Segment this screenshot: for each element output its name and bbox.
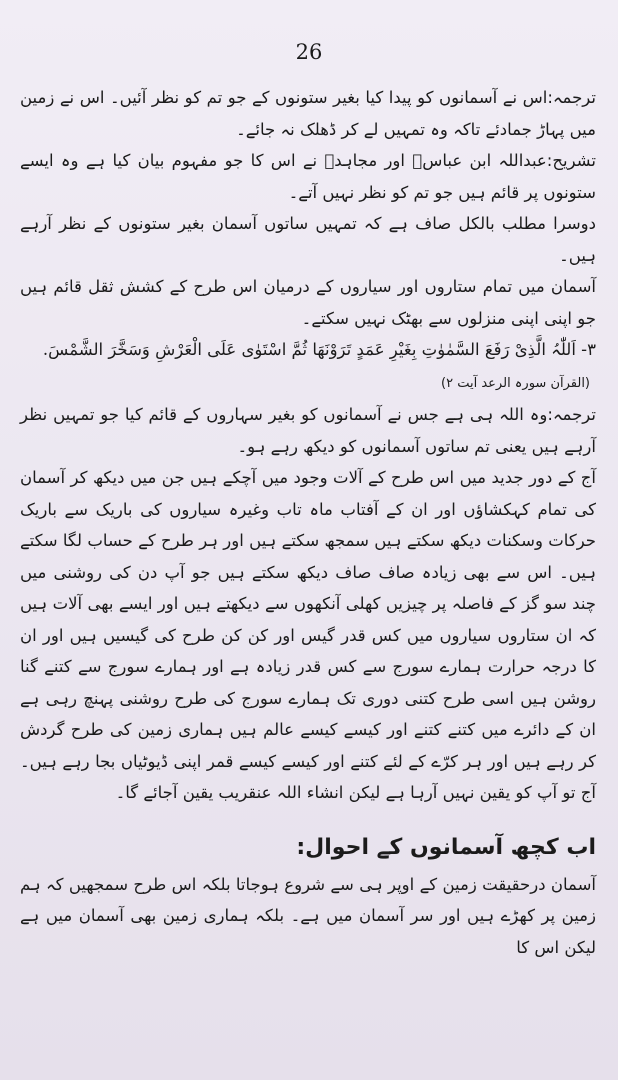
verse-number: ۳-	[581, 340, 596, 359]
section-heading: اب کچھ آسمانوں کے احوال:	[296, 834, 596, 860]
paragraph-aasmaan: آسمان درحقیقت زمین کے اوپر ہی سے شروع ہوجاتا بلکہ اس طرح سمجھیں کہ ہم زمین پر کھڑے ہیں اور سر آسمان میں ہے۔ بلکہ ہماری زمین بھی آسمان میں ہے لیکن اس کا	[20, 874, 596, 957]
paragraph-kashish: آسمان میں تمام ستاروں اور سیاروں کے درمیان اس طرح کے کشش ثقل قائم ہیں جو اپنی اپنی منزلوں سے بھٹک نہیں سکتے۔	[20, 277, 596, 328]
paragraph-daur-jadeed: آج کے دور جدید میں اس طرح کے آلات وجود میں آچکے ہیں جن میں دیکھ کر آسمان کی تمام کہکشاؤں اور ان کے آفتاب ماہ تاب وغیرہ سیاروں کی باریک سے باریک حرکات وسکنات دیکھ سکتے ہیں سمجھ سکتے ہیں اور ہر طرح کے حساب لگا سکتے ہیں۔ اس سے بھی زیادہ صاف صاف دیکھ سکتے ہیں جو آپ دن کی روشنی میں چند سو گز کے فاصلہ پر چیزیں کھلی آنکھوں سے دیکھتے ہیں اور ایسے بھی آلات ہیں کہ ان ستاروں سیاروں میں کس قدر گیس اور کن کن طرح کی گیسیں ہیں اور ان کا درجہ حرارت ہمارے سورج سے کس قدر زیادہ ہے اور ہمارے سورج سے کتنے گنا روشن ہیں اسی طرح کتنی دوری تک ہمارے سورج کی طرح روشنی پہنچ رہی ہے ان کے دائرے میں کتنے کتنے اور کیسے کیسے عالم ہیں ہماری زمین کی طرح گردش کر رہے ہیں اور ہر کرّے کے لئے کتنے اور کیسے کیسے قمر اپنی ڈیوٹیاں بجا رہے ہیں۔ آج تو آپ کو یقین نہیں آرہا ہے لیکن انشاء اللہ عنقریب یقین آجائے گا۔	[20, 468, 596, 802]
page-body	[20, 82, 596, 963]
verse-reference: (القرآن سورہ الرعد آیت ۲)	[441, 375, 590, 391]
page-number: 26	[295, 40, 323, 64]
paragraph-doosra-matlab: دوسرا مطلب بالکل صاف ہے کہ تمہیں ساتوں آسمان بغیر ستونوں کے نظر آرہے ہیں۔	[20, 214, 596, 265]
verse-arabic-text: اَللّٰہُ الَّذِیْ رَفَعَ السَّمٰوٰتِ بِغَیْرِ عَمَدٍ تَرَوْنَھَا ثُمَّ اسْتَوٰی عَلَی الْعَرْشِ وَسَخَّرَ الشَّمْسَ.	[42, 340, 576, 359]
paragraph-tarjuma-1: ترجمہ:اس نے آسمانوں کو پیدا کیا بغیر ستونوں کے جو تم کو نظر آئیں۔ اس نے زمین میں پہاڑ جمادئے تاکہ وہ تمہیں لے کر ڈھلک نہ جائے۔	[20, 88, 596, 139]
paragraph-tashreeh: تشریح:عبداللہ ابن عباسؓ اور مجاہدؒ نے اس کا جو مفہوم بیان کیا ہے وہ ایسے ستونوں پر قائم ہیں جو تم کو نظر نہیں آتے۔	[20, 151, 596, 202]
paragraph-tarjuma-2: ترجمہ:وہ اللہ ہی ہے جس نے آسمانوں کو بغیر سہاروں کے قائم کیا جو تمہیں نظر آرہے ہیں یعنی تم ساتوں آسمانوں کو دیکھ رہے ہو۔	[20, 405, 596, 456]
quran-verse	[20, 334, 596, 399]
